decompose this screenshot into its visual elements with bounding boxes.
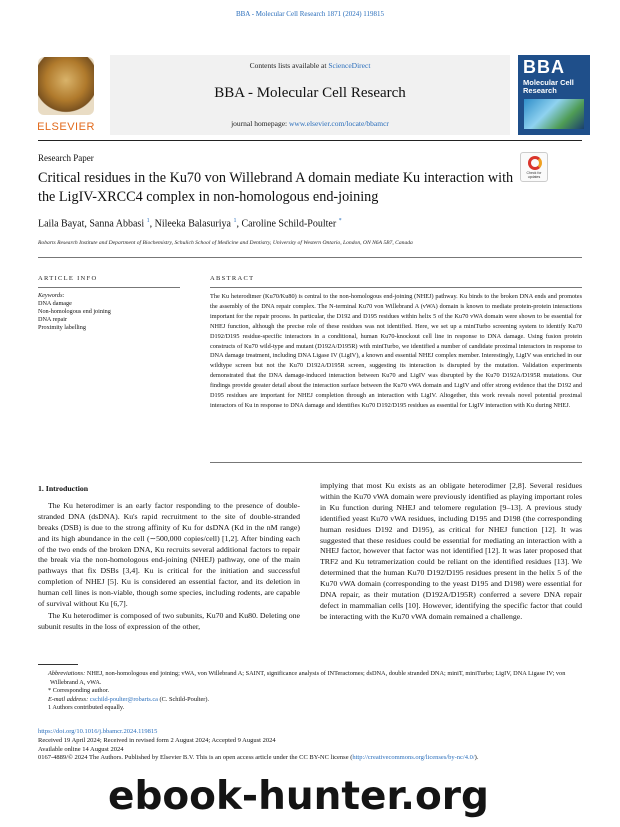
abstract-bottom-divider [210,462,582,463]
article-info-divider [38,287,180,288]
keyword-item: Non-homologous end joining [38,307,111,315]
author-name: Sanna Abbasi [89,218,145,230]
elsevier-wordmark: ELSEVIER [37,121,95,133]
cover-image [524,99,584,129]
cover-title: BBA [523,57,565,77]
article-title: Critical residues in the Ku70 von Willebrand A domain mediate Ku interaction with the LigIV-XRCC4 complex in non-homologous end-joining [38,170,514,205]
footnote-email: E-mail address: cschild-poulter@robarts.ca (C. Schild-Poulter). [48,695,210,703]
doi-link[interactable]: https://doi.org/10.1016/j.bbamcr.2024.119815 [38,728,158,735]
body-paragraph: implying that most Ku exists as an obligate heterodimer [2,8]. Several residues within the Ku70 vWA domain were previously identified as playing important roles in Ku function during NHEJ and telomere regulation [9–13]. A previous study identified yeast Ku70 vWA residues, including D195 and D198 (the corresponding human residues D192 and D195), as critical for NHEJ function [12]. It was suggested that these residues could be essential for mediating an interaction with a NHEJ factor, however that factor was not identified [12]. It was later proposed that TRF2 and Ku tetramerization could be reliant on the identified residues [13]. We determined that the human Ku70 D192/D195 residues present in the helix 5 of the Ku70 vWA domain (corresponding to the yeast D195 and D198) were essential for DNA repair, as their mutation (D192A/D195R) conferred a severe DNA repair defect in mammalian cells [10]. However, identifying the specific factor that could be interacting with the Ku70 vWA domain remained a challenge. [320,481,582,621]
section-heading-introduction: 1. Introduction [38,484,89,493]
corresponding-author-link[interactable]: * [338,218,342,224]
article-type: Research Paper [38,153,94,163]
footnote-corresponding: * Corresponding author. [48,687,110,695]
body-column-right [320,481,582,624]
elsevier-tree-icon [38,57,94,115]
journal-homepage-link[interactable]: www.elsevier.com/locate/bbamcr [289,119,389,128]
abstract-divider [210,287,582,288]
keyword-item: DNA repair [38,315,68,323]
license-link[interactable]: http://creativecommons.org/licenses/by-nc/4.0/ [352,754,475,762]
article-info-heading: ARTICLE INFO [38,275,98,282]
masthead-divider [38,140,582,141]
elsevier-logo[interactable] [30,55,102,135]
email-link[interactable]: cschild-poulter@robarts.ca [89,695,158,703]
available-online: Available online 14 August 2024 [38,745,124,753]
abstract-text: The Ku heterodimer (Ku70/Ku80) is central to the non-homologous end-joining (NHEJ) pathway. Ku binds to the broken DNA ends and promotes the assembly of the DNA repair complex. The N-terminal Ku70 von Willebrand A (vWA) domain is known to mediate protein-protein interactions important for the repair process. In particular, the D192 and D195 residues within helix 5 of the Ku70 vWA domain were shown to be essential for NHEJ function, although the precise role of these residues was not identified. Here, we set up a miniTurbo screening system to identify Ku70 D192/D195 residue-specific interactors in a conditional, human Ku70-knockout cell line in response to DNA damage. Using fusion protein constructs of Ku70 wild-type and mutant (D192A/D195R) with miniTurbo, we identified a number of candidate proximal interactors in response to DNA damage treatment, including DNA Ligase IV (LigIV), a known and essential NHEJ complex member. Interestingly, LigIV was enriched in our wildtype screen but not the Ku70 D192A/D195R screen, suggesting its interaction is disrupted by the mutation. Validation experiments demonstrated that the DNA damage-induced interaction between Ku70 and LigIV was disrupted by the Ku70 D192A/D195R mutations. Our findings provide greater detail about the interaction surface between the Ku70 vWA domain and LigIV and offer strong evidence that the D192 and D195 residues are important for NHEJ completion through an interaction with LigIV. Altogether, this work reveals novel potential proximal interactors of Ku in response to DNA damage and identifies Ku70 D192/D195 residues as essential for LigIV interaction with Ku during NHEJ. [210,293,582,409]
masthead [30,55,590,135]
author-name: Laila Bayat [38,218,85,230]
check-updates-icon [528,156,542,170]
body-paragraph: The Ku heterodimer is an early factor responding to the presence of double-stranded DNA (dsDNA). Ku's rapid recruitment to the site of double-stranded breaks (DSB) is due to the strong affinity of Ku for dsDNA (Kd in the nM range) and its high abundance in the cell (∼500,000 copies/cell) [1,2]. After binding each of the two ends of the broken DNA, Ku recruits several additional factors to repair the break via the non-homologous end-joining (NHEJ) pathway, one of the main pathways that fix DSBs [3,4]. Ku is critical for the initiation and successful completion of NHEJ [5]. Ku is considered an essential factor, and its deletion in human cell lines is non-viable, though some species, including rodents, are capable of survival without Ku [6,7]. [38,500,300,609]
homepage-line: journal homepage: www.elsevier.com/locate/bbamcr [231,119,389,128]
footnotes [38,670,583,713]
keywords-block [38,292,180,332]
affiliation: Robarts Research Institute and Department of Biochemistry, Schulich School of Medicine and Dentistry, University of Western Ontario, London, ON N6A 5B7, Canada [38,240,413,246]
author-note-link[interactable]: 1 [146,218,150,224]
author-list: Laila Bayat, Sanna Abbasi $^1$, Nileeka Balasuriya $^1$, Caroline Schild-Poulter * [38,218,342,230]
contents-line: Contents lists available at ScienceDirect [249,61,371,70]
journal-reference[interactable]: BBA - Molecular Cell Research 1871 (2024) 119815 [235,10,385,18]
license-statement: 0167-4889/© 2024 The Authors. Published by Elsevier B.V. This is an open access article under the CC BY-NC license (http://creativecommons.org/licenses/by-nc/4.0/). [38,754,479,762]
keyword-item: Proximity labelling [38,323,86,331]
author-note-link[interactable]: 1 [233,218,237,224]
body-paragraph: The Ku heterodimer is composed of two subunits, Ku70 and Ku80. Deleting one subunit results in the loss of expression of the other, [38,610,300,631]
footnote-equal-contribution: 1 Authors contributed equally. [48,704,125,712]
watermark: ebook-hunter.org [108,774,489,819]
publication-info [38,728,583,763]
footnote-divider [38,664,78,665]
masthead-banner [110,55,510,135]
abstract-heading: ABSTRACT [210,275,255,282]
received-dates: Received 19 April 2024; Received in revised form 2 August 2024; Accepted 9 August 2024 [38,736,276,744]
keywords-label: Keywords: [38,292,65,299]
header-divider [38,257,582,258]
check-for-updates-button[interactable] [520,152,548,182]
body-column-left [38,484,300,634]
sciencedirect-link[interactable]: ScienceDirect [328,61,371,70]
cover-subtitle: Molecular Cell Research [523,78,574,95]
check-updates-label: Check for updates [526,171,542,179]
keyword-item: DNA damage [38,299,72,307]
journal-cover-thumbnail[interactable] [518,55,590,135]
author-name: Caroline Schild-Poulter [241,218,337,230]
author-name: Nileeka Balasuriya [154,218,231,230]
journal-title: BBA - Molecular Cell Research [214,85,406,101]
footnote-abbreviations: Abbreviations: NHEJ, non-homologous end joining; vWA, von Willebrand A; SAINT, significance analysis of INTeractomes; dsDNA, double stranded DNA; miniT, miniTurbo; LigIV, DNA Ligase IV; von Willebrand A, vWA. [48,670,566,686]
